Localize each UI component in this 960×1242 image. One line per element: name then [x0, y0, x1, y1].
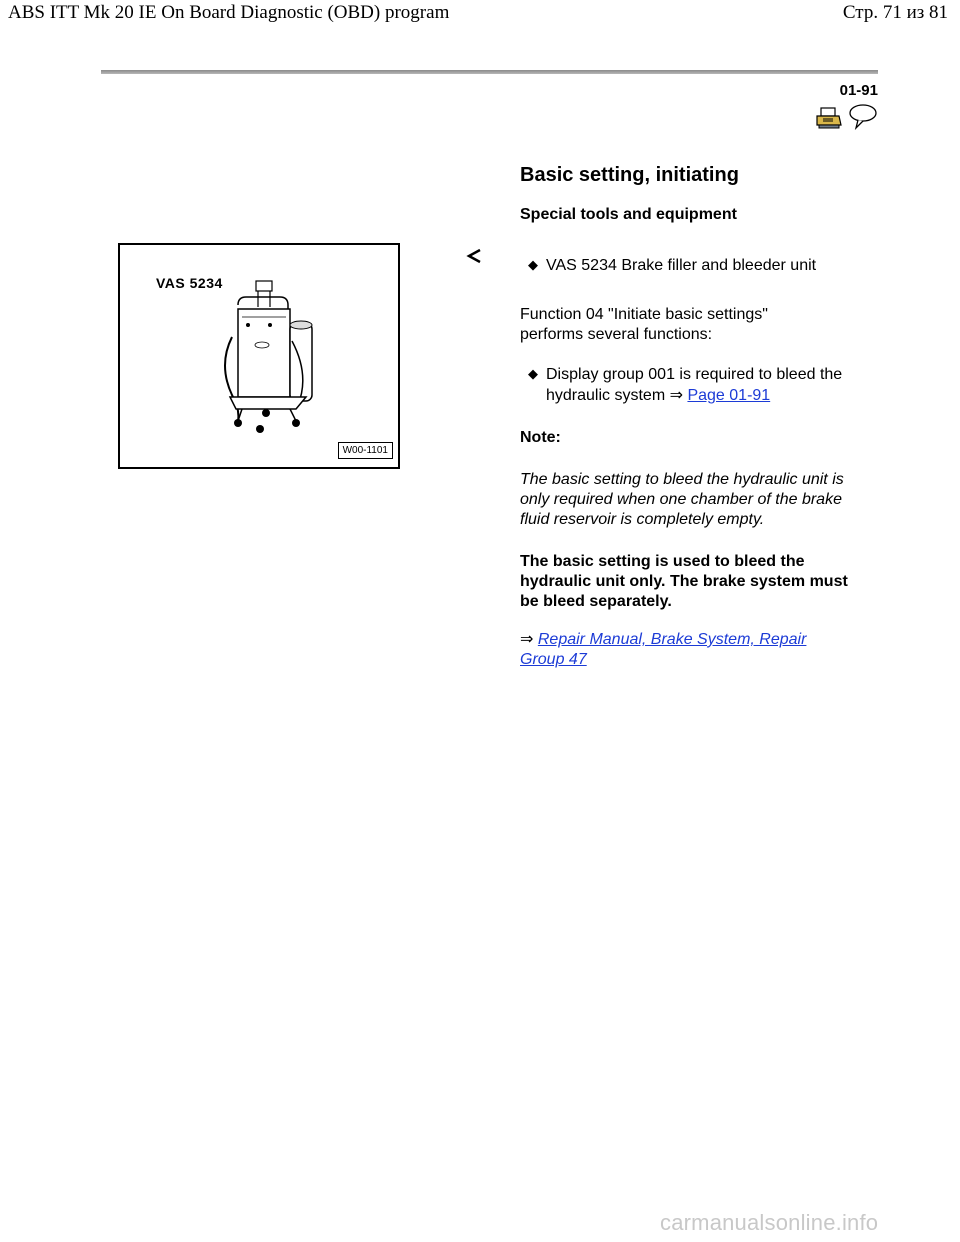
page-link[interactable]: Page 01-91: [687, 387, 771, 404]
note-text: The basic setting to bleed the hydraulic unit is only required when one chamber of the brake fluid reservoir is completely empty.: [520, 471, 844, 528]
watermark: carmanualsonline.info: [660, 1210, 879, 1235]
figure-label: VAS 5234: [156, 275, 223, 291]
function-paragraph: Function 04 "Initiate basic settings" performs several functions:: [520, 306, 768, 343]
bullet-item-display-group: [528, 364, 848, 406]
page-counter: Стр. 71 из 81: [842, 2, 948, 23]
arrow-pointer-icon: [465, 248, 485, 264]
reference-arrow: ⇒: [520, 631, 534, 648]
comment-icon[interactable]: [848, 104, 878, 130]
diamond-bullet-icon: ◆: [528, 366, 538, 381]
bullet-text: VAS 5234 Brake filler and bleeder unit: [546, 257, 817, 274]
header-rule: [101, 70, 878, 74]
section-subtitle: Special tools and equipment: [520, 206, 737, 223]
page-number: 01-91: [839, 82, 878, 99]
bleed-paragraph: The basic setting is used to bleed the hydraulic unit only. The brake system must be bleed separately.: [520, 553, 848, 610]
note-label: Note:: [520, 429, 561, 446]
figure-code: W00-1101: [338, 442, 393, 459]
diamond-bullet-icon: ◆: [528, 257, 538, 272]
print-icon[interactable]: [815, 106, 843, 130]
repair-manual-reference: [520, 630, 850, 670]
vas-5234-illustration: [118, 243, 400, 469]
page-header: [0, 0, 960, 26]
bullet-text: [546, 364, 848, 406]
repair-manual-link[interactable]: Repair Manual, Brake System, Repair Group 47: [520, 631, 807, 668]
section-title: Basic setting, initiating: [520, 164, 739, 186]
bullet-item-tool: [528, 255, 868, 276]
bullet-2-text: Display group 001 is required to bleed the hydraulic system ⇒: [546, 366, 843, 404]
document-title: ABS ITT Mk 20 IE On Board Diagnostic (OBD) program: [8, 2, 450, 23]
